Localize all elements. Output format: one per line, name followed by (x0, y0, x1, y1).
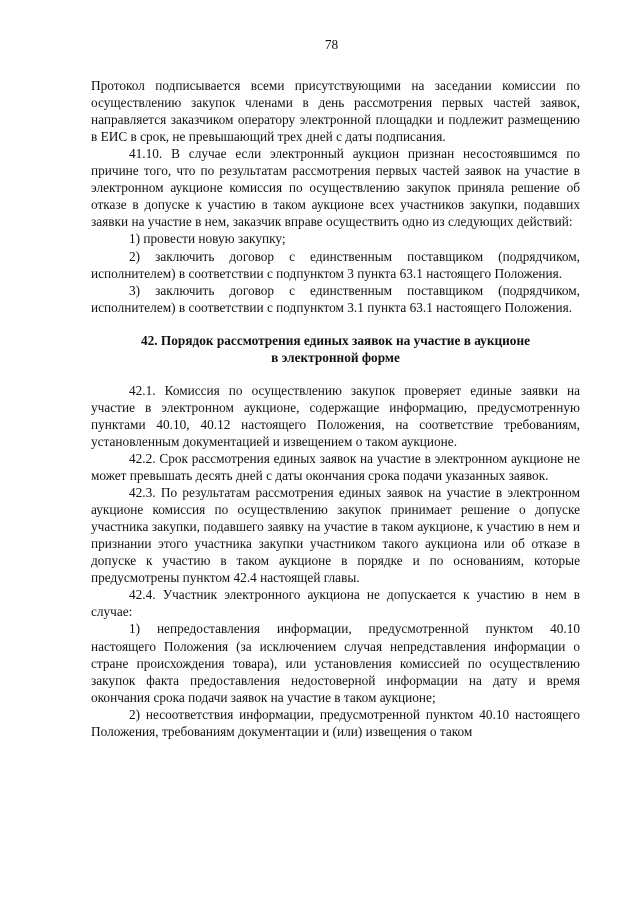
paragraph-41-10: 41.10. В случае если электронный аукцион признан несостоявшимся по причине того, что по результатам рассмотрения первых частей заявок на участие в электронном аукционе комиссия по осуществлению закупок приняла решение об отказе в допуске к участию в таком аукционе всех участников закупки, подавших заявки на участие в нем, заказчик вправе осуществить одно из следующих действий: (91, 146, 580, 230)
text-block-top (91, 77, 580, 316)
paragraph-42-2: 42.2. Срок рассмотрения единых заявок на участие в электронном аукционе не может превышать десять дней с даты окончания срока подачи указанных заявок. (91, 450, 580, 484)
list-item-3: 3) заключить договор с единственным поставщиком (подрядчиком, исполнителем) в соответствии с подпунктом 3.1 пункта 63.1 настоящего Положения. (91, 282, 580, 315)
list-item-1: 1) провести новую закупку; (129, 231, 286, 247)
paragraph-42-1: 42.1. Комиссия по осуществлению закупок проверяет единые заявки на участие в электронном аукционе, содержащие информацию, предусмотренную пунктами 40.10, 40.12 настоящего Положения, на соответствие требованиям, установленным документацией и извещением о таком аукционе. (91, 382, 580, 449)
section-heading (91, 332, 580, 366)
list-item-42-4-1: 1) непредоставления информации, предусмотренной пунктом 40.10 настоящего Положения (за исключением случая непредставления информации о стране происхождения товара), или установления комиссией по осуществлению закупок факта предоставления недостоверной информации на дату и время окончания срока подачи заявок на участие в таком аукционе; (91, 621, 580, 705)
page-number: 78 (324, 37, 339, 52)
section-heading-line-2: в электронной форме (271, 349, 400, 365)
text-block-bottom (91, 382, 580, 740)
list-item-2: 2) заключить договор с единственным поставщиком (подрядчиком, исполнителем) в соответствии с подпунктом 3 пункта 63.1 настоящего Положения. (91, 248, 580, 281)
list-item-42-4-2: 2) несоответствия информации, предусмотренной пунктом 40.10 настоящего Положения, требованиям документации и (или) извещения о таком (91, 706, 580, 739)
paragraph-42-3: 42.3. По результатам рассмотрения единых заявок на участие в электронном аукционе комиссия по осуществлению закупок принимает решение о допуске участника закупки, подавшего заявку на участие в таком аукционе, к участию в нем и признании этого участника закупки участником такого аукциона или об отказе в допуске к участию в таком аукционе в порядке и по основаниям, которые предусмотрены пунктом 42.4 настоящей главы. (91, 485, 580, 586)
paragraph-protocol: Протокол подписывается всеми присутствующими на заседании комиссии по осуществлению закупок членами в день рассмотрения первых частей заявок, направляется заказчиком оператору электронной площадки и подлежит размещению в ЕИС в срок, не превышающий трех дней с даты подписания. (91, 78, 580, 145)
section-heading-line-1: 42. Порядок рассмотрения единых заявок на участие в аукционе (140, 332, 531, 348)
paragraph-42-4: 42.4. Участник электронного аукциона не допускается к участию в нем в случае: (91, 587, 580, 620)
